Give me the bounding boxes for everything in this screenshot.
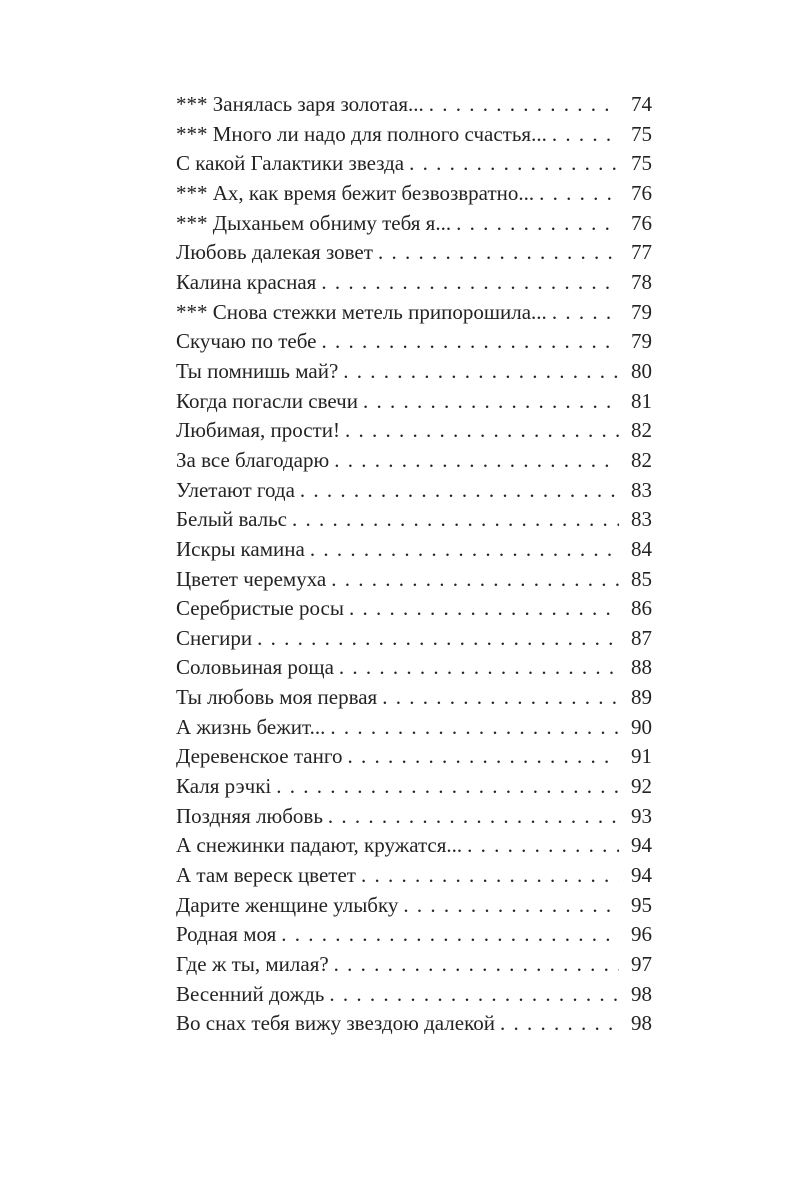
toc-entry-title: А снежинки падают, кружатся... <box>176 833 463 858</box>
toc-entry-title: Каля рэчкі <box>176 774 272 799</box>
toc-entry <box>176 179 652 209</box>
dot-leader <box>343 357 619 387</box>
toc-entry-page: 95 <box>631 892 652 917</box>
toc-entry <box>176 209 652 239</box>
toc-entry-page: 92 <box>631 774 652 799</box>
toc-entry <box>176 1009 652 1039</box>
dot-leader <box>300 476 619 506</box>
dot-leader <box>281 920 619 950</box>
toc-entry <box>176 298 652 328</box>
toc-entry-page: 94 <box>631 833 652 858</box>
dot-leader <box>330 713 619 743</box>
toc-entry-title: *** Занялась заря золотая... <box>176 92 424 116</box>
toc-entry-title: Любимая, прости! <box>176 418 340 443</box>
toc-entry-title: Поздняя любовь <box>176 803 323 828</box>
dot-leader <box>339 653 619 683</box>
toc-entry-title: А жизнь бежит... <box>176 714 326 739</box>
toc-entry-page: 78 <box>631 269 652 294</box>
toc-entry-title: Когда погасли свечи <box>176 388 358 413</box>
dot-leader <box>328 802 619 832</box>
toc-entry-title: *** Дыханьем обниму тебя я... <box>176 210 452 235</box>
toc-entry <box>176 920 652 950</box>
toc-entry <box>176 861 652 891</box>
toc-entry-page: 90 <box>631 714 652 739</box>
toc-entry-title: *** Много ли надо для полного счастья... <box>176 121 547 146</box>
toc-entry-page: 96 <box>631 922 652 947</box>
dot-leader <box>467 831 619 861</box>
toc-entry <box>176 594 652 624</box>
toc-entry-title: *** Снова стежки метель припорошила... <box>176 299 547 324</box>
toc-entry-title: Искры камина <box>176 536 305 561</box>
dot-leader <box>403 891 619 921</box>
toc-entry-page: 98 <box>631 1011 652 1036</box>
dot-leader <box>456 209 619 239</box>
toc-entry-page: 83 <box>631 507 652 532</box>
toc-entry <box>176 90 652 120</box>
toc-entry-page: 97 <box>631 952 652 977</box>
toc-entry-page: 75 <box>631 121 652 146</box>
toc-entry-title: С какой Галактики звезда <box>176 151 405 176</box>
toc-entry-title: Белый вальс <box>176 507 287 532</box>
dot-leader <box>429 90 619 120</box>
toc-entry-page: 79 <box>631 329 652 354</box>
dot-leader <box>310 535 619 565</box>
dot-leader <box>552 120 619 150</box>
toc-entry <box>176 742 652 772</box>
toc-entry-title: Деревенское танго <box>176 744 343 769</box>
toc-entry <box>176 446 652 476</box>
toc-entry-page: 82 <box>631 418 652 443</box>
toc-entry-page: 89 <box>631 685 652 710</box>
toc-entry <box>176 327 652 357</box>
toc-entry <box>176 416 652 446</box>
toc-entry <box>176 831 652 861</box>
toc-entry-title: А там вереск цветет <box>176 863 356 888</box>
dot-leader <box>334 950 619 980</box>
toc-entry-page: 77 <box>631 240 652 265</box>
toc-entry-page: 79 <box>631 299 652 324</box>
toc-entry <box>176 683 652 713</box>
dot-leader <box>292 505 619 535</box>
toc-entry-page: 76 <box>631 180 652 205</box>
toc-entry <box>176 535 652 565</box>
dot-leader <box>331 565 619 595</box>
toc-entry <box>176 387 652 417</box>
toc-entry <box>176 772 652 802</box>
toc-entry <box>176 713 652 743</box>
toc-entry-title: Улетают года <box>176 477 295 502</box>
toc-entry <box>176 653 652 683</box>
toc-entry-page: 85 <box>631 566 652 591</box>
toc-entry-title: За все благодарю <box>176 447 330 472</box>
dot-leader <box>363 387 619 417</box>
dot-leader <box>552 298 619 328</box>
dot-leader <box>539 179 619 209</box>
dot-leader <box>257 624 619 654</box>
toc-entry-title: Калина красная <box>176 269 317 294</box>
toc-entry <box>176 802 652 832</box>
dot-leader <box>361 861 619 891</box>
toc-entry <box>176 120 652 150</box>
toc-entry-page: 93 <box>631 803 652 828</box>
toc-entry-page: 91 <box>631 744 652 769</box>
dot-leader <box>276 772 619 802</box>
toc-entry-title: Соловьиная роща <box>176 655 334 680</box>
toc-entry-page: 86 <box>631 596 652 621</box>
toc-entry-page: 94 <box>631 863 652 888</box>
toc-entry-page: 76 <box>631 210 652 235</box>
toc-entry-title: Ты любовь моя первая <box>176 685 378 710</box>
toc-entry <box>176 505 652 535</box>
dot-leader <box>500 1009 619 1039</box>
toc-entry-title: *** Ах, как время бежит безвозвратно... <box>176 180 535 205</box>
toc-entry-title: Весенний дождь <box>176 981 325 1006</box>
toc-entry-title: Скучаю по тебе <box>176 329 317 354</box>
toc-entry <box>176 238 652 268</box>
toc-entry-title: Где ж ты, милая? <box>176 952 329 977</box>
dot-leader <box>409 149 619 179</box>
dot-leader <box>382 683 619 713</box>
toc-entry-title: Ты помнишь май? <box>176 358 339 383</box>
dot-leader <box>334 446 619 476</box>
toc-entry-page: 74 <box>631 92 652 116</box>
dot-leader <box>329 980 619 1010</box>
toc-entry-page: 88 <box>631 655 652 680</box>
toc-entry <box>176 950 652 980</box>
toc-entry-page: 83 <box>631 477 652 502</box>
toc-entry-page: 84 <box>631 536 652 561</box>
toc-entry-title: Серебристые росы <box>176 596 344 621</box>
toc-entry-page: 82 <box>631 447 652 472</box>
dot-leader <box>345 416 619 446</box>
toc-entry-title: Любовь далекая зовет <box>176 240 373 265</box>
toc-entry <box>176 891 652 921</box>
toc-entry-page: 75 <box>631 151 652 176</box>
toc-entry-title: Во снах тебя вижу звездою далекой <box>176 1011 495 1036</box>
dot-leader <box>321 327 619 357</box>
toc-entry-title: Родная моя <box>176 922 277 947</box>
toc-entry-title: Снегири <box>176 625 253 650</box>
toc-entry <box>176 476 652 506</box>
dot-leader <box>349 594 619 624</box>
toc-entry-page: 87 <box>631 625 652 650</box>
toc-list <box>176 90 652 1039</box>
toc-entry-page: 98 <box>631 981 652 1006</box>
toc-entry <box>176 357 652 387</box>
dot-leader <box>321 268 619 298</box>
toc-entry <box>176 149 652 179</box>
dot-leader <box>378 238 619 268</box>
toc-entry-page: 81 <box>631 388 652 413</box>
toc-entry <box>176 268 652 298</box>
toc-entry-page: 80 <box>631 358 652 383</box>
toc-entry <box>176 565 652 595</box>
toc-entry-title: Дарите женщине улыбку <box>176 892 399 917</box>
toc-entry <box>176 624 652 654</box>
toc-entry-title: Цветет черемуха <box>176 566 327 591</box>
toc-entry <box>176 980 652 1010</box>
dot-leader <box>347 742 619 772</box>
